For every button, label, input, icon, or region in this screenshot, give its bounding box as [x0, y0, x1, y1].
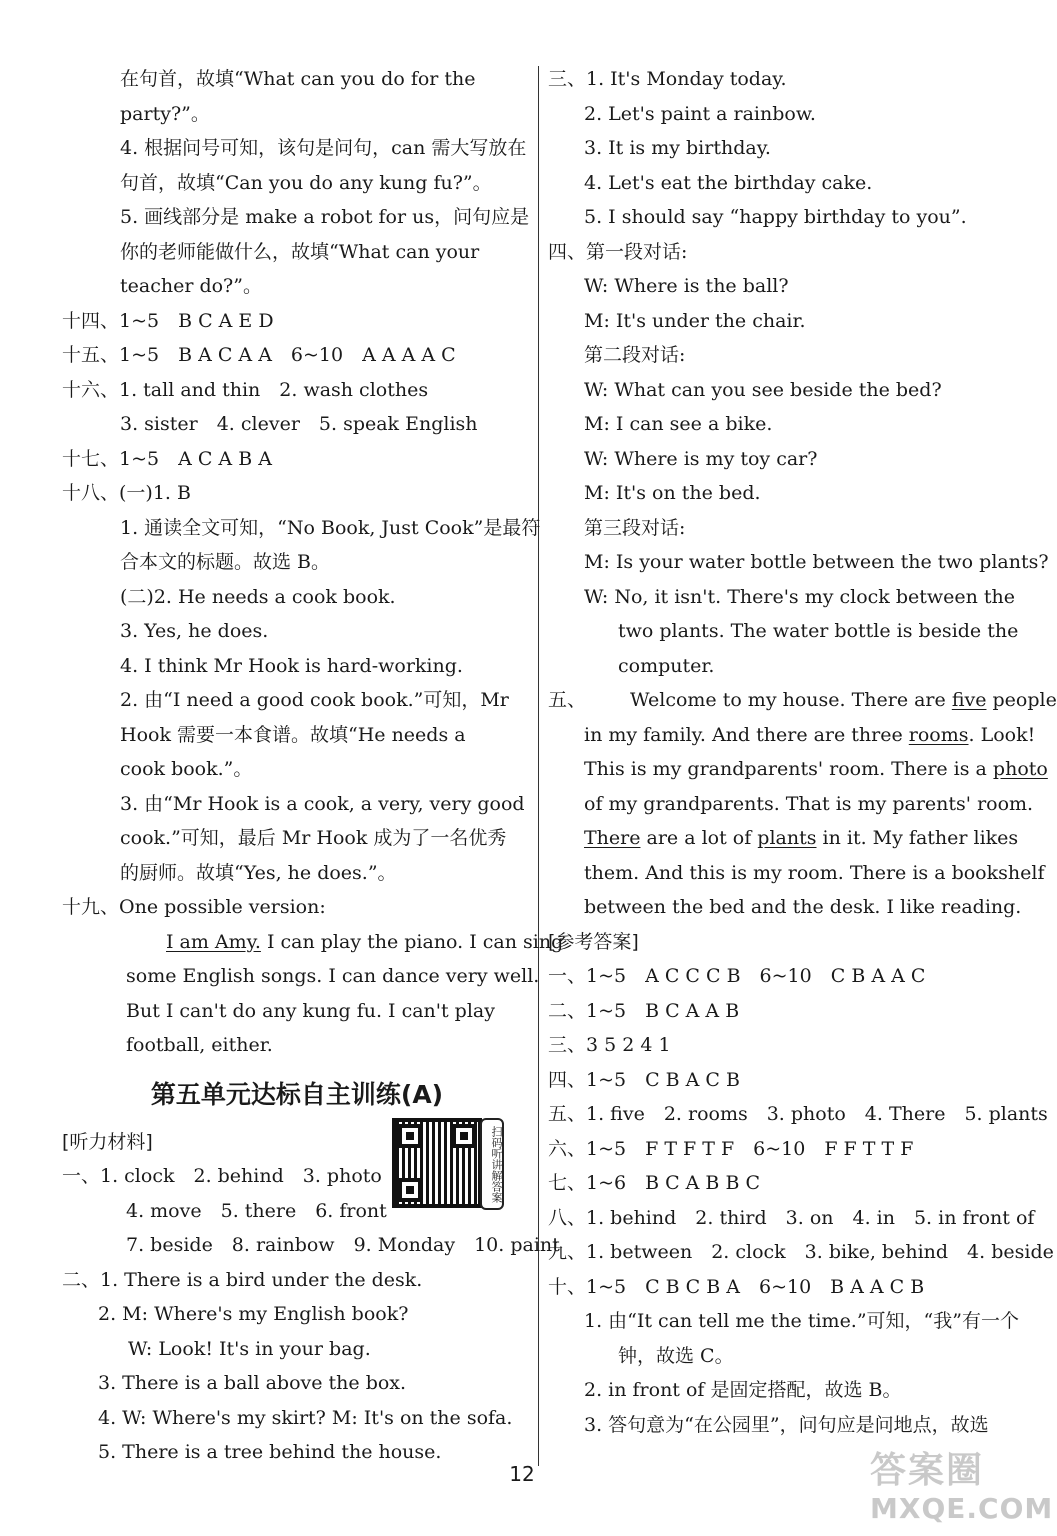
text-line: 4. W: Where's my skirt? M: It's on the sofa.: [98, 1406, 513, 1429]
text-line: 钟，故选 C。: [618, 1344, 734, 1367]
text-line: 十四、1~5 B C A E D: [62, 309, 274, 332]
text-line: 九、1. between 2. clock 3. bike, behind 4. beside: [548, 1241, 1054, 1263]
answers-header: [参考答案]: [548, 930, 639, 953]
page-number: 12: [509, 1462, 535, 1486]
answers-block: [548, 959, 1054, 1442]
passage-line: This is my grandparents' room. There is a photo: [584, 758, 1048, 780]
text-line: W: Where is my toy car?: [584, 447, 818, 470]
text-line: computer.: [618, 654, 715, 677]
text-line: 合本文的标题。故选 B。: [120, 551, 331, 573]
text-line: 2. 由“I need a good cook book.”可知，Mr: [120, 689, 509, 711]
text-line: 句首，故填“Can you do any kung fu?”。: [120, 171, 492, 194]
text-line: 4. move 5. there 6. front: [126, 1199, 387, 1222]
text-line: M: Is your water bottle between the two plants?: [584, 551, 1049, 573]
watermark-logo: 答案圈 MXQE.COM: [870, 1450, 1054, 1525]
text-line: 十、1~5 C B C B A 6~10 B A A C B: [548, 1275, 925, 1298]
text-line: 3. 答句意为“在公园里”，问句应是问地点，故选: [584, 1413, 989, 1436]
left-column: [62, 62, 564, 1470]
text-line: 3. There is a ball above the box.: [98, 1372, 407, 1394]
text-line: 你的老师能做什么，故填“What can your: [120, 240, 480, 263]
qr-label: 扫码听讲解答案: [480, 1118, 504, 1210]
passage-line: between the bed and the desk. I like reading.: [584, 896, 1022, 918]
listening-block-continued: [548, 62, 1049, 683]
essay-line: some English songs. I can dance very well.: [126, 965, 540, 987]
answer-block-upper: [62, 62, 541, 925]
text-line: 三、3 5 2 4 1: [548, 1034, 671, 1056]
text-line: 八、1. behind 2. third 3. on 4. in 5. in front of: [548, 1206, 1035, 1229]
text-line: W: No, it isn't. There's my clock between the: [584, 585, 1016, 608]
right-column: [548, 62, 1057, 1442]
passage-line: of my grandparents. That is my parents' room.: [584, 792, 1034, 815]
text-line: (二)2. He needs a cook book.: [120, 585, 396, 608]
text-line: 3. It is my birthday.: [584, 137, 771, 159]
text-line: teacher do?”。: [120, 275, 262, 297]
text-line: 十八、(一)1. B: [62, 482, 191, 504]
text-line: 4. 根据问号可知，该句是问句，can 需大写放在: [120, 137, 527, 159]
text-line: 二、1. There is a bird under the desk.: [62, 1268, 423, 1291]
text-line: M: I can see a bike.: [584, 413, 773, 435]
listening-header: [听力材料]: [62, 1130, 153, 1153]
text-line: 一、1. clock 2. behind 3. photo: [62, 1165, 382, 1187]
text-line: 3. sister 4. clever 5. speak English: [120, 413, 478, 435]
text-line: 四、第一段对话:: [548, 240, 688, 263]
text-line: party?”。: [120, 102, 210, 125]
text-line: 第三段对话:: [584, 516, 686, 539]
text-line: 的厨师。故填“Yes, he does.”。: [120, 861, 397, 884]
text-line: 一、1~5 A C C C B 6~10 C B A A C: [548, 965, 926, 987]
text-line: 4. I think Mr Hook is hard-working.: [120, 654, 463, 677]
passage-line: There are a lot of plants in it. My father likes: [584, 827, 1019, 849]
text-line: 三、1. It's Monday today.: [548, 68, 787, 90]
text-line: 3. 由“Mr Hook is a cook, a very, very good: [120, 792, 525, 815]
text-line: two plants. The water bottle is beside the: [618, 620, 1019, 642]
text-line: 5. There is a tree behind the house.: [98, 1441, 442, 1463]
text-line: Hook 需要一本食谱。故填“He needs a: [120, 723, 466, 746]
unit-title: 第五单元达标自主训练(A): [150, 1079, 444, 1109]
text-line: 五、1. five 2. rooms 3. photo 4. There 5. plants: [548, 1103, 1048, 1125]
text-line: 3. Yes, he does.: [120, 620, 269, 642]
qr-code-area[interactable]: [392, 1118, 504, 1210]
essay-line: But I can't do any kung fu. I can't play: [126, 999, 495, 1022]
text-line: 2. Let's paint a rainbow.: [584, 102, 816, 125]
text-line: 十五、1~5 B A C A A 6~10 A A A A C: [62, 344, 456, 366]
text-line: W: Look! It's in your bag.: [128, 1337, 371, 1360]
text-line: 二、1~5 B C A A B: [548, 999, 740, 1022]
passage-line: 五、 Welcome to my house. There are five people: [548, 689, 1057, 711]
text-line: 1. 通读全文可知，“No Book, Just Cook”是最符: [120, 516, 541, 539]
text-line: 5. I should say “happy birthday to you”.: [584, 206, 967, 228]
text-line: W: Where is the ball?: [584, 275, 789, 297]
text-line: 六、1~5 F T F T F 6~10 F F T T F: [548, 1137, 914, 1160]
text-line: 七、1~6 B C A B B C: [548, 1172, 760, 1194]
text-line: 在句首，故填“What can you do for the: [120, 68, 476, 90]
text-line: cook book.”。: [120, 758, 253, 780]
text-line: 2. in front of 是固定搭配，故选 B。: [584, 1379, 902, 1401]
text-line: 十六、1. tall and thin 2. wash clothes: [62, 378, 429, 401]
essay-line: football, either.: [126, 1034, 273, 1056]
text-line: 第二段对话:: [584, 344, 686, 366]
essay-underlined: I am Amy.: [166, 930, 261, 953]
text-line: 5. 画线部分是 make a robot for us，问句应是: [120, 206, 530, 228]
text-line: M: It's under the chair.: [584, 309, 806, 332]
text-line: 2. M: Where's my English book?: [98, 1303, 409, 1325]
qr-code-icon[interactable]: [392, 1118, 482, 1208]
text-line: 十九、One possible version:: [62, 896, 326, 918]
passage-line: in my family. And there are three rooms. Look!: [584, 723, 1036, 746]
text-line: cook.”可知，最后 Mr Hook 成为了一名优秀: [120, 827, 507, 849]
text-line: 四、1~5 C B A C B: [548, 1068, 740, 1091]
passage-line: them. And this is my room. There is a bookshelf: [584, 861, 1045, 884]
text-line: 7. beside 8. rainbow 9. Monday 10. paint: [126, 1234, 560, 1256]
text-line: M: It's on the bed.: [584, 482, 761, 504]
text-line: 4. Let's eat the birthday cake.: [584, 171, 873, 194]
text-line: 十七、1~5 A C A B A: [62, 447, 272, 470]
essay-line: I am Amy. I can play the piano. I can sing: [166, 930, 564, 953]
text-line: W: What can you see beside the bed?: [584, 378, 942, 401]
text-line: 1. 由“It can tell me the time.”可知，“我”有一个: [584, 1310, 1019, 1332]
